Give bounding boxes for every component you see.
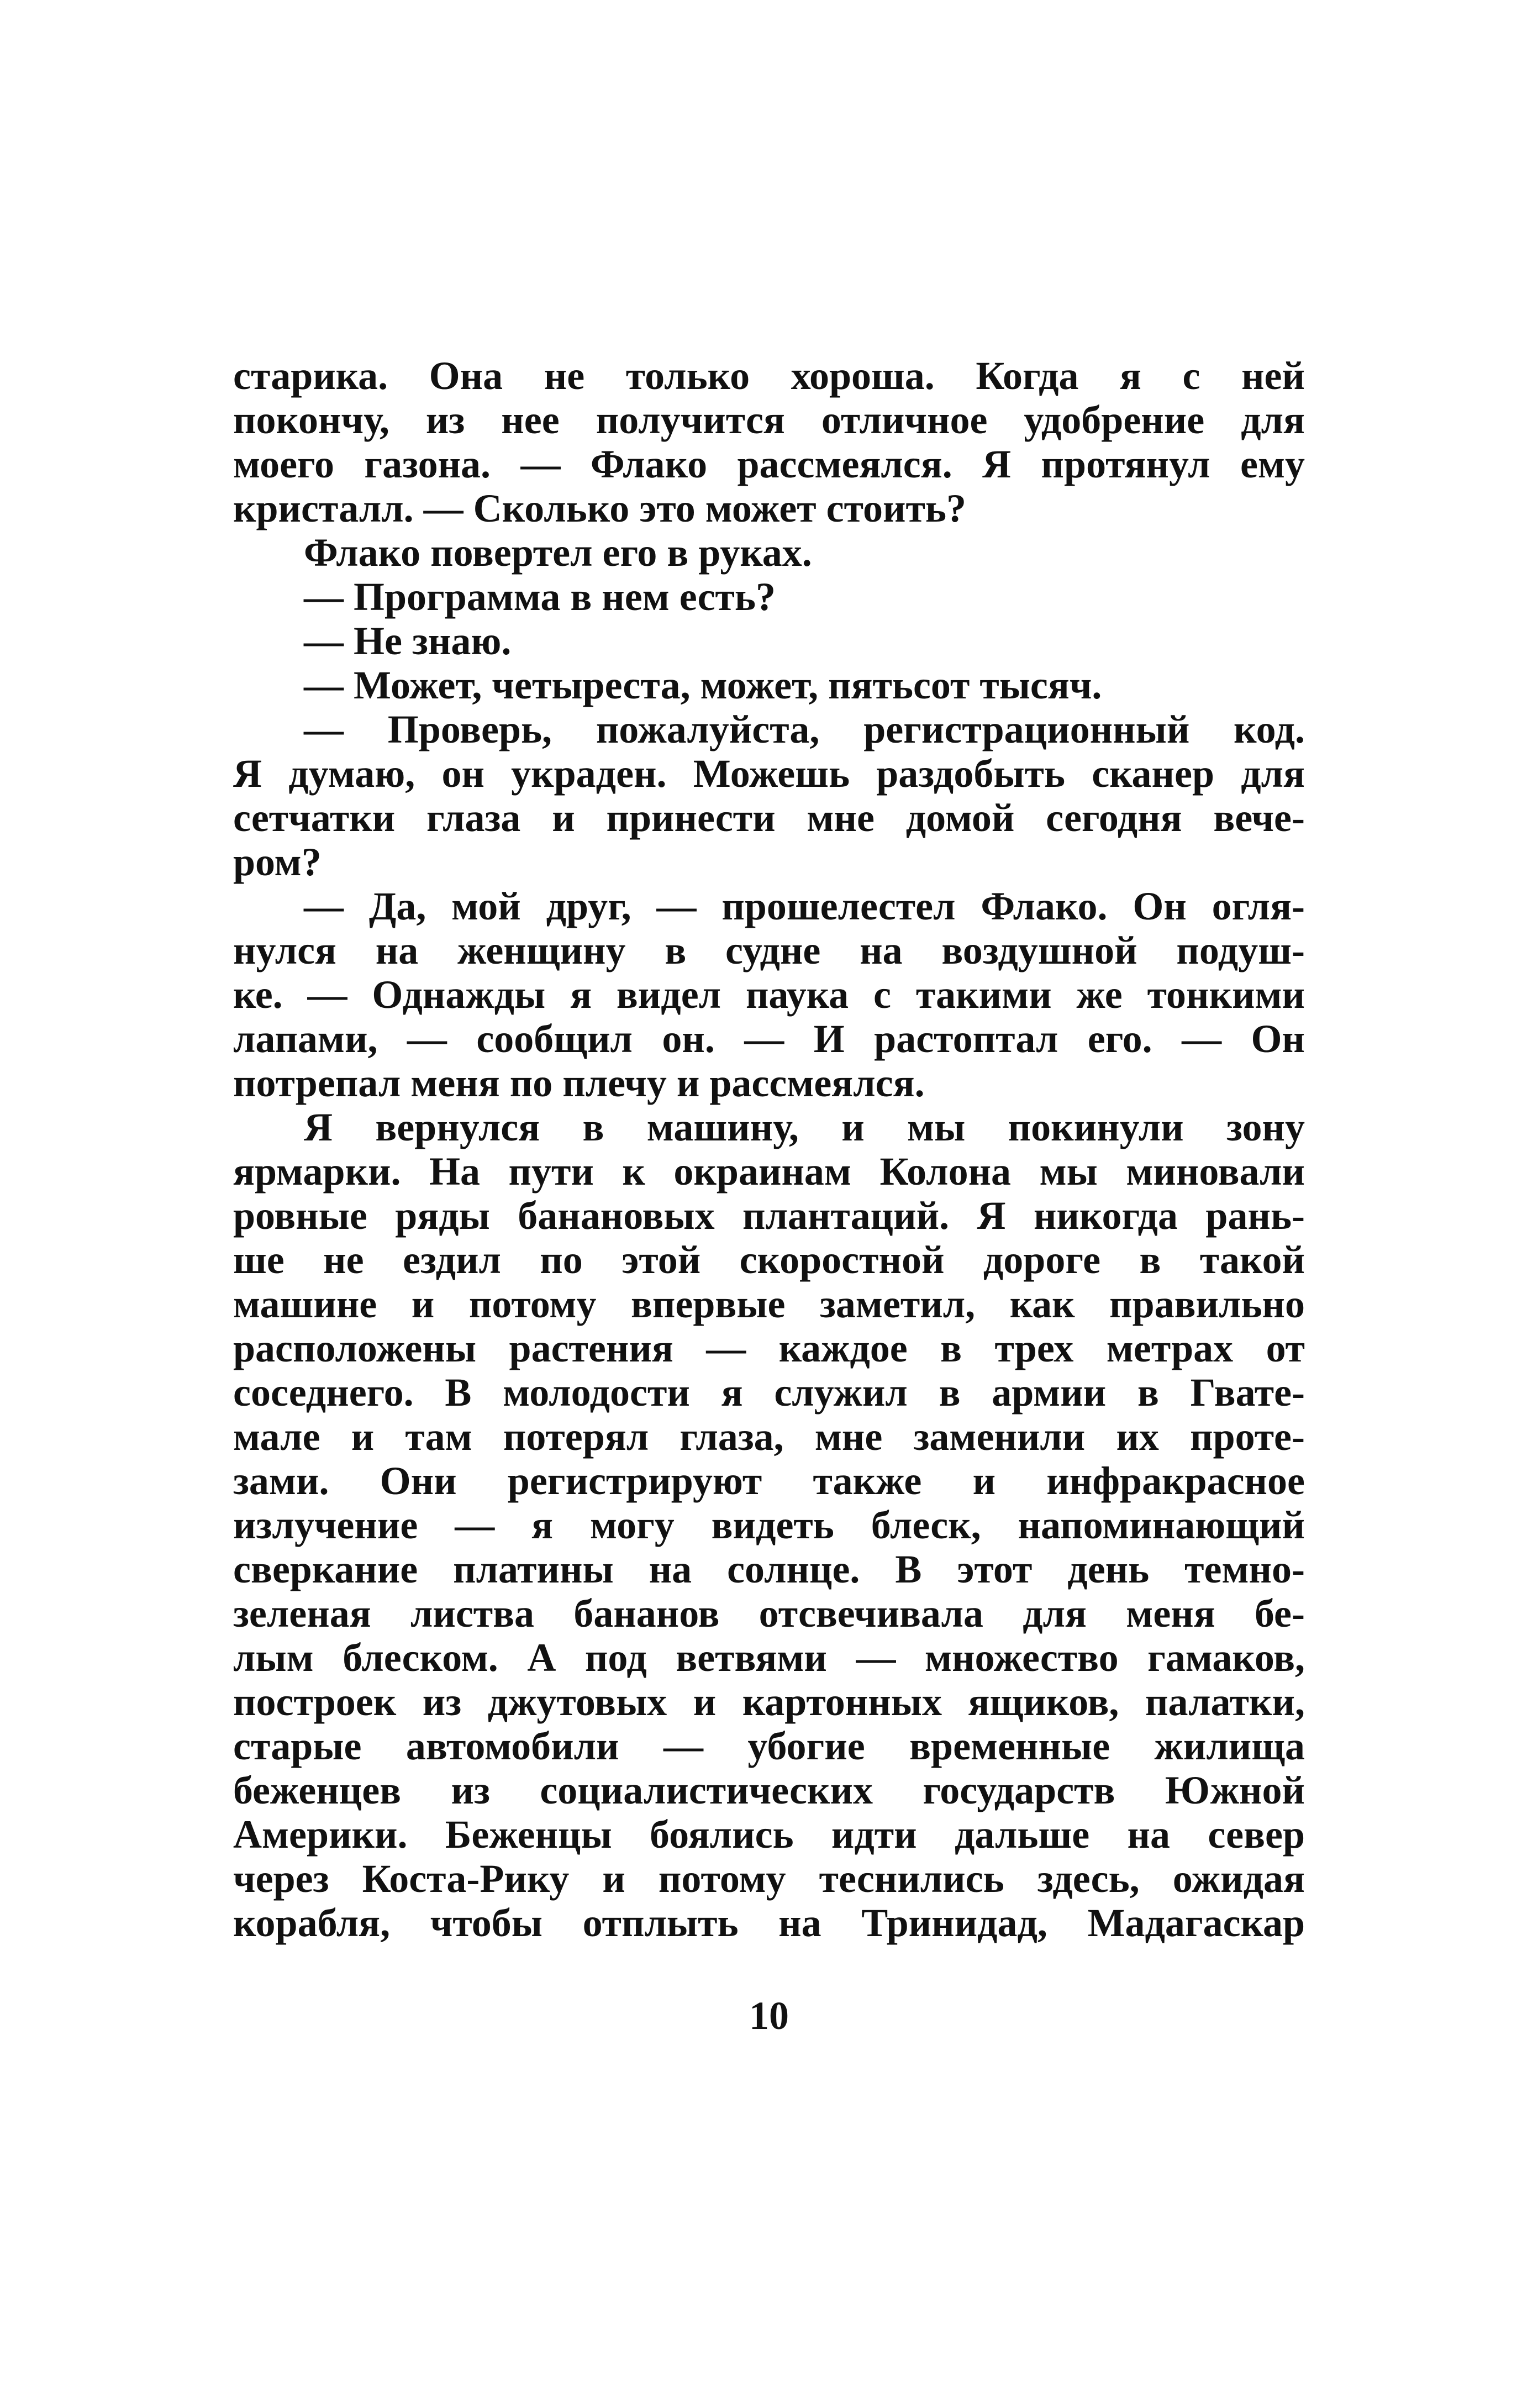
- text-line: ше не ездил по этой скоростной дороге в такой: [233, 1238, 1305, 1282]
- text-line: ром?: [233, 840, 322, 884]
- text-line: сетчатки глаза и принести мне домой сегодня вече-: [233, 796, 1305, 840]
- text-line: излучение — я могу видеть блеск, напоминающий: [233, 1503, 1305, 1547]
- body-text: [233, 354, 1305, 1945]
- text-line: потрепал меня по плечу и рассмеялся.: [233, 1061, 925, 1105]
- text-line: расположены растения — каждое в трех метрах от: [233, 1326, 1305, 1370]
- text-line: зеленая листва бананов отсвечивала для меня бе-: [233, 1591, 1305, 1636]
- page-number: 10: [749, 1994, 789, 2038]
- text-line: старые автомобили — убогие временные жилища: [233, 1724, 1305, 1768]
- text-line: мале и там потерял глаза, мне заменили их проте-: [233, 1415, 1305, 1459]
- text-line: кристалл. — Сколько это может стоить?: [233, 486, 966, 530]
- text-line: — Программа в нем есть?: [304, 575, 776, 619]
- text-line: — Проверь, пожалуйста, регистрационный код.: [304, 707, 1305, 751]
- text-line: — Не знаю.: [304, 619, 512, 663]
- text-line: Флако повертел его в руках.: [304, 530, 812, 575]
- text-line: ке. — Однажды я видел паука с такими же тонкими: [233, 972, 1305, 1017]
- text-line: нулся на женщину в судне на воздушной подуш-: [233, 928, 1305, 972]
- text-line: старика. Она не только хороша. Когда я с ней: [233, 354, 1305, 398]
- text-line: ярмарки. На пути к окраинам Колона мы миновали: [233, 1149, 1305, 1194]
- text-line: Я вернулся в машину, и мы покинули зону: [304, 1105, 1305, 1149]
- text-line: беженцев из социалистических государств Южной: [233, 1768, 1305, 1812]
- text-line: Я думаю, он украден. Можешь раздобыть сканер для: [233, 751, 1305, 796]
- text-line: моего газона. — Флако рассмеялся. Я протянул ему: [233, 442, 1305, 486]
- text-line: ровные ряды банановых плантаций. Я никогда рань-: [233, 1194, 1305, 1238]
- text-line: — Да, мой друг, — прошелестел Флако. Он огля-: [304, 884, 1305, 928]
- text-line: через Коста-Рику и потому теснились здесь, ожидая: [233, 1857, 1305, 1901]
- text-line: лапами, — сообщил он. — И растоптал его. — Он: [233, 1017, 1305, 1061]
- text-line: корабля, чтобы отплыть на Тринидад, Мадагаскар: [233, 1901, 1305, 1945]
- text-line: Америки. Беженцы боялись идти дальше на север: [233, 1812, 1305, 1857]
- text-line: построек из джутовых и картонных ящиков, палатки,: [233, 1680, 1305, 1724]
- text-line: соседнего. В молодости я служил в армии в Гвате-: [233, 1370, 1305, 1415]
- text-line: лым блеском. А под ветвями — множество гамаков,: [233, 1636, 1305, 1680]
- text-line: машине и потому впервые заметил, как правильно: [233, 1282, 1305, 1326]
- text-line: — Может, четыреста, может, пятьсот тысяч.: [304, 663, 1102, 707]
- text-line: зами. Они регистрируют также и инфракрасное: [233, 1459, 1305, 1503]
- text-line: покончу, из нее получится отличное удобрение для: [233, 398, 1305, 442]
- text-line: сверкание платины на солнце. В этот день темно-: [233, 1547, 1305, 1591]
